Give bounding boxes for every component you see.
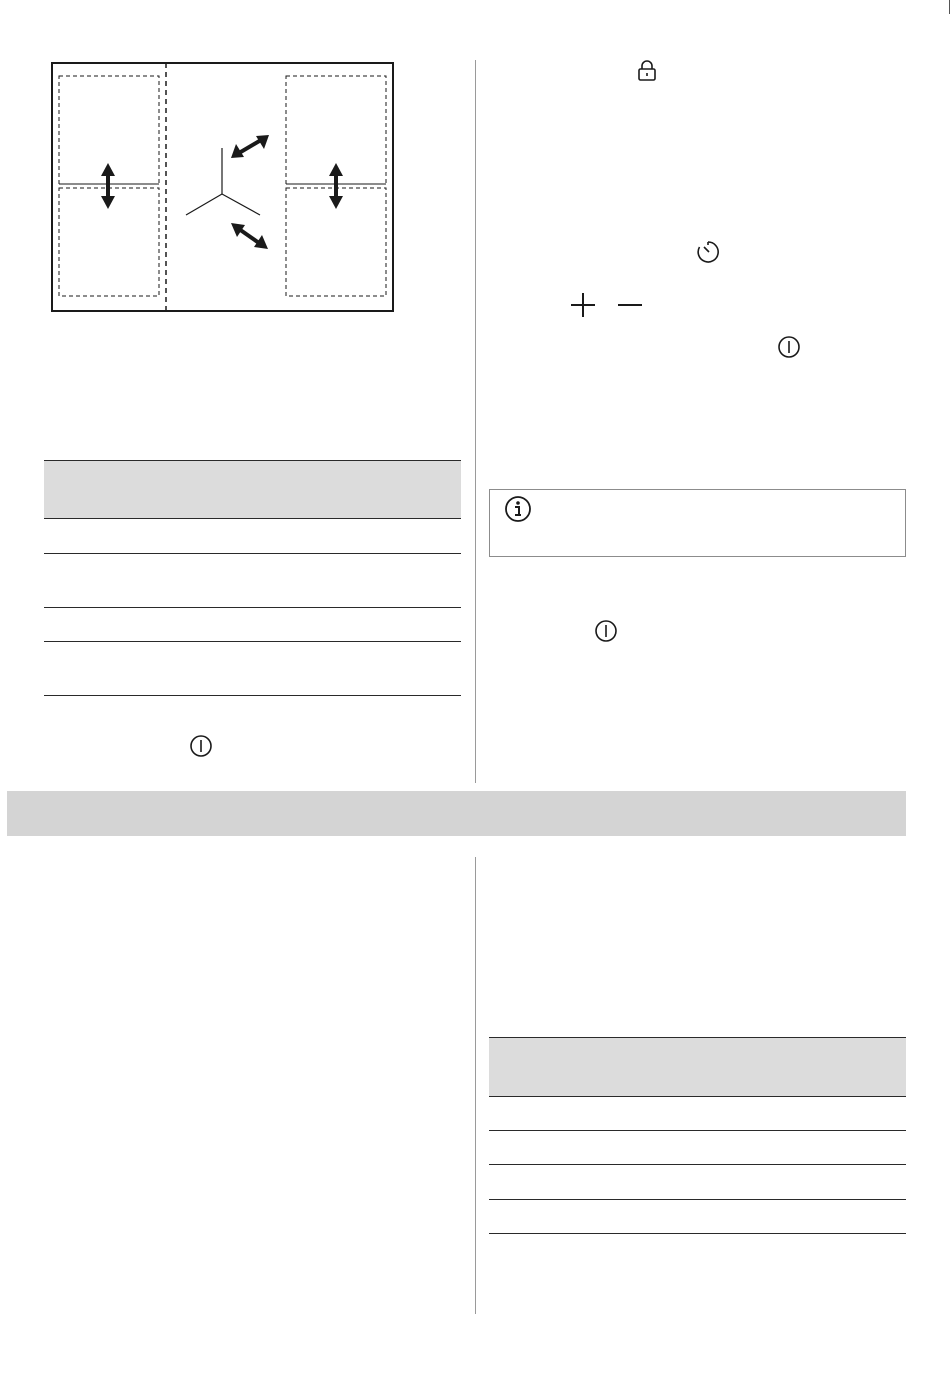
minus-icon bbox=[616, 291, 644, 319]
diagonal-arrow-upper-icon bbox=[231, 135, 269, 158]
table-row-divider bbox=[44, 607, 461, 608]
power-icon bbox=[777, 335, 801, 359]
zone-split-lines bbox=[186, 148, 260, 215]
table-header bbox=[489, 1037, 906, 1096]
column-divider bbox=[475, 857, 476, 1314]
table-row-divider bbox=[44, 518, 461, 519]
plus-icon bbox=[569, 291, 597, 319]
hob-zones-diagram bbox=[50, 60, 396, 314]
table-row-divider bbox=[44, 641, 461, 642]
section-heading-band bbox=[7, 791, 906, 836]
table-row-divider bbox=[44, 553, 461, 554]
double-arrow-left-icon bbox=[101, 163, 115, 209]
table-header bbox=[44, 460, 461, 519]
double-arrow-right-icon bbox=[329, 163, 343, 209]
power-icon bbox=[594, 619, 618, 643]
table-row-divider bbox=[489, 1199, 906, 1200]
table-row-divider bbox=[489, 1130, 906, 1131]
column-divider bbox=[475, 60, 476, 783]
info-icon bbox=[504, 495, 532, 523]
table-row-divider bbox=[489, 1233, 906, 1234]
table-row-divider bbox=[489, 1164, 906, 1165]
info-note-box bbox=[489, 489, 906, 557]
lock-icon bbox=[637, 60, 657, 82]
table-row-divider bbox=[44, 695, 461, 696]
diagonal-arrow-lower-icon bbox=[231, 223, 268, 249]
table-row-divider bbox=[489, 1096, 906, 1097]
timer-icon bbox=[695, 239, 721, 265]
power-icon bbox=[189, 734, 213, 758]
